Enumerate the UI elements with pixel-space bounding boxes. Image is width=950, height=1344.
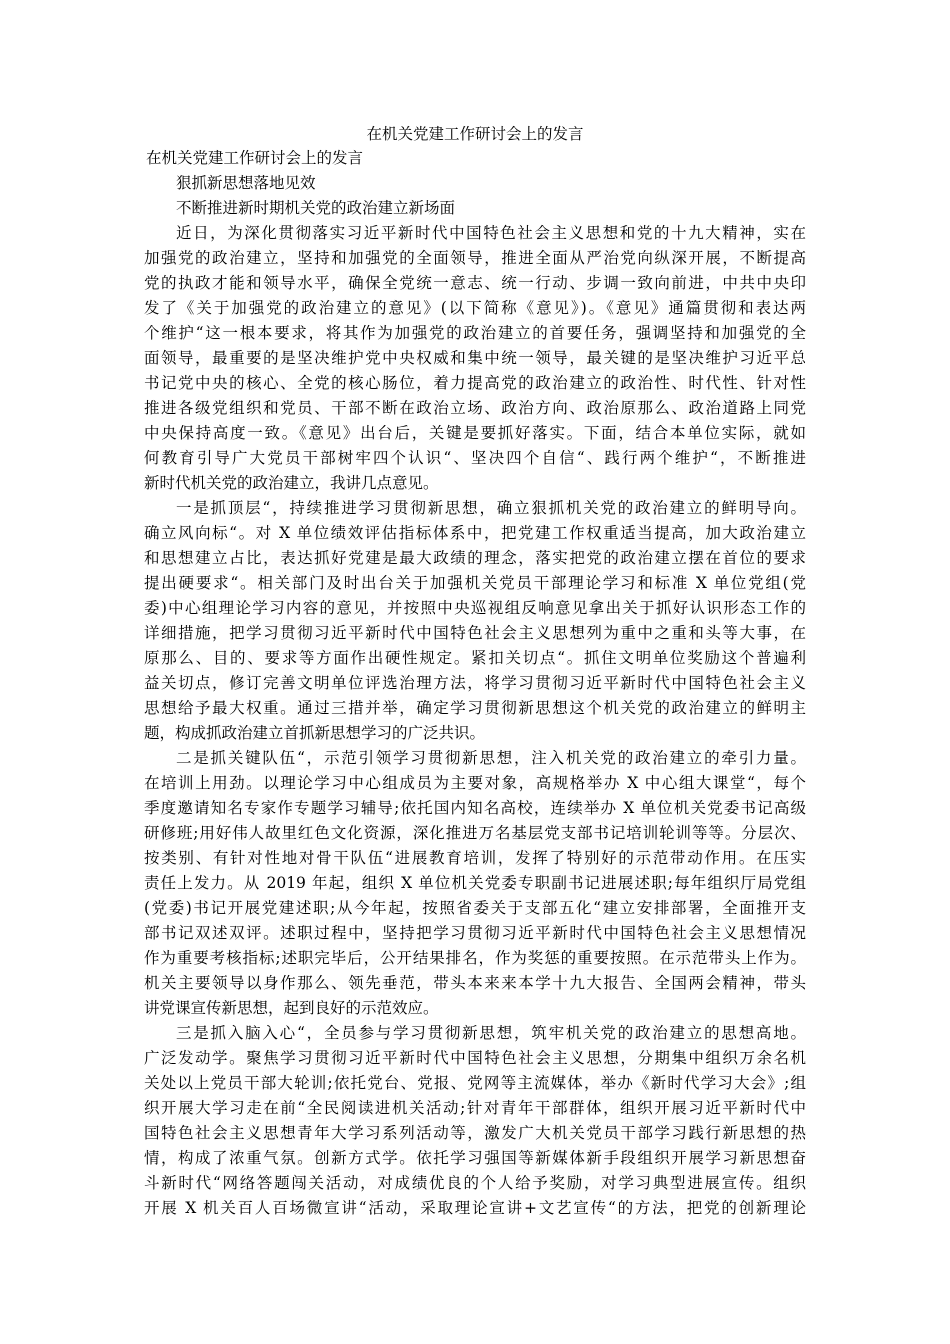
paragraph-line: 中央保持高度一致。《意见》出台后，关键是要抓好落实。下面，结合本单位实际，就如 (144, 424, 806, 442)
subtitle-2: 不断推进新时期机关党的政治建立新场面 (176, 199, 456, 217)
paragraph-line: 面领导，最重要的是坚决维护党中央权威和集中统一领导，最关键的是坚决维护习近平总 (144, 349, 806, 367)
paragraph-line: 讲党课宣传新思想，起到良好的示范效应。 (144, 999, 439, 1017)
paragraph-line: 委)中心组理论学习内容的意见，并按照中央巡视组反响意见拿出关于抓好认识形态工作的 (144, 599, 806, 617)
paragraph-line: 二是抓关键队伍“，示范引领学习贯彻新思想，注入机关党的政治建立的牵引力量。 (176, 749, 806, 767)
paragraph-line: 开展 X 机关百人百场微宣讲“活动，采取理论宣讲+文艺宣传“的方法，把党的创新理论 (144, 1199, 806, 1217)
paragraph-line: 一是抓顶层“，持续推进学习贯彻新思想，确立狠抓机关党的政治建立的鲜明导向。 (176, 499, 806, 517)
paragraph-line: 三是抓入脑入心“，全员参与学习贯彻新思想，筑牢机关党的政治建立的思想高地。 (176, 1024, 806, 1042)
paragraph (144, 496, 806, 746)
paragraph-line: 关处以上党员干部大轮训;依托党台、党报、党网等主流媒体，举办《新时代学习大会》;组 (144, 1074, 806, 1092)
paragraph-line: 益关切点，修订完善文明单位评选治理方法，将学习贯彻习近平新时代中国特色社会主义 (144, 674, 806, 692)
paragraph-line: 国特色社会主义思想青年大学习系列活动等，激发广大机关党员干部学习践行新思想的热 (144, 1124, 806, 1142)
paragraph-line: 季度邀请知名专家作专题学习辅导;依托国内知名高校，连续举办 X 单位机关党委书记高级 (144, 799, 806, 817)
paragraph-line: 思想给予最大权重。通过三措并举，确定学习贯彻新思想这个机关党的政治建立的鲜明主 (144, 699, 806, 717)
paragraph-line: 推进各级党组织和党员、干部不断在政治立场、政治方向、政治原那么、政治道路上同党 (144, 399, 806, 417)
paragraph-line: 题，构成抓政治建立首抓新思想学习的广泛共识。 (144, 724, 486, 742)
paragraph-line: 情，构成了浓重气氛。创新方式学。依托学习强国等新媒体新手段组织开展学习新思想奋 (144, 1149, 806, 1167)
document-heading: 在机关党建工作研讨会上的发言 (146, 149, 364, 167)
paragraph-line: 机关主要领导以身作那么、领先垂范，带头本来来本学十九大报告、全国两会精神，带头 (144, 974, 806, 992)
subtitle-1: 狠抓新思想落地见效 (176, 174, 316, 192)
paragraph-line: 在培训上用劲。以理论学习中心组成员为主要对象，高规格举办 X 中心组大课堂“，每个 (144, 774, 806, 792)
paragraph-line: 提出硬要求“。相关部门及时出台关于加强机关党员干部理论学习和标准 X 单位党组(党 (144, 574, 806, 592)
paragraph-line: 发了《关于加强党的政治建立的意见》(以下简称《意见》)。《意见》通篇贯彻和表达两 (144, 299, 806, 317)
paragraph-line: 个维护“这一根本要求，将其作为加强党的政治建立的首要任务，强调坚持和加强党的全 (144, 324, 806, 342)
paragraph-line: 责任上发力。从 2019 年起，组织 X 单位机关党委专职副书记进展述职;每年组织厅局党组 (144, 874, 806, 892)
paragraph-line: (党委)书记开展党建述职;从今年起，按照省委关于支部五化“建立安排部署，全面推开支 (144, 899, 806, 917)
paragraph-line: 新时代机关党的政治建立，我讲几点意见。 (144, 474, 439, 492)
paragraph-line: 织开展大学习走在前“全民阅读进机关活动;针对青年干部群体，组织开展习近平新时代中 (144, 1099, 806, 1117)
paragraph-line: 部书记双述双评。述职过程中，坚持把学习贯彻习近平新时代中国特色社会主义思想情况 (144, 924, 806, 942)
document-title: 在机关党建工作研讨会上的发言 (366, 125, 584, 143)
paragraph-line: 何教育引导广大党员干部树牢四个认识“、坚决四个自信“、践行两个维护“，不断推进 (144, 449, 806, 467)
paragraph-line: 广泛发动学。聚焦学习贯彻习近平新时代中国特色社会主义思想，分期集中组织万余名机 (144, 1049, 806, 1067)
body-paragraphs (144, 221, 806, 1221)
document-page (144, 122, 806, 1221)
paragraph-line: 斗新时代“网络答题闯关活动，对成绩优良的个人给予奖励，对学习典型进展宣传。组织 (144, 1174, 806, 1192)
paragraph (144, 221, 806, 496)
paragraph-line: 加强党的政治建立，坚持和加强党的全面领导，推进全面从严治党向纵深开展，不断提高 (144, 249, 806, 267)
paragraph-line: 近日，为深化贯彻落实习近平新时代中国特色社会主义思想和党的十九大精神，实在 (176, 224, 806, 242)
paragraph (144, 746, 806, 1021)
paragraph-line: 研修班;用好伟人故里红色文化资源，深化推进万名基层党支部书记培训轮训等等。分层次、 (144, 824, 806, 842)
paragraph-line: 书记党中央的核心、全党的核心肠位，着力提高党的政治建立的政治性、时代性、针对性 (144, 374, 806, 392)
paragraph-line: 作为重要考核指标;述职完毕后，公开结果排名，作为奖惩的重要按照。在示范带头上作为。 (144, 949, 806, 967)
paragraph-line: 按类别、有针对性地对骨干队伍“进展教育培训，发挥了特别好的示范带动作用。在压实 (144, 849, 806, 867)
paragraph-line: 党的执政才能和领导水平，确保全党统一意志、统一行动、步调一致向前进，中共中央印 (144, 274, 806, 292)
paragraph-line: 详细措施，把学习贯彻习近平新时代中国特色社会主义思想列为重中之重和头等大事，在 (144, 624, 806, 642)
paragraph-line: 和思想建立占比，表达抓好党建是最大政绩的理念，落实把党的政治建立摆在首位的要求 (144, 549, 806, 567)
paragraph-line: 原那么、目的、要求等方面作出硬性规定。紧扣关切点“。抓住文明单位奖励这个普遍利 (144, 649, 806, 667)
paragraph-line: 确立风向标“。对 X 单位绩效评估指标体系中，把党建工作权重适当提高，加大政治建立 (144, 524, 806, 542)
paragraph (144, 1021, 806, 1221)
